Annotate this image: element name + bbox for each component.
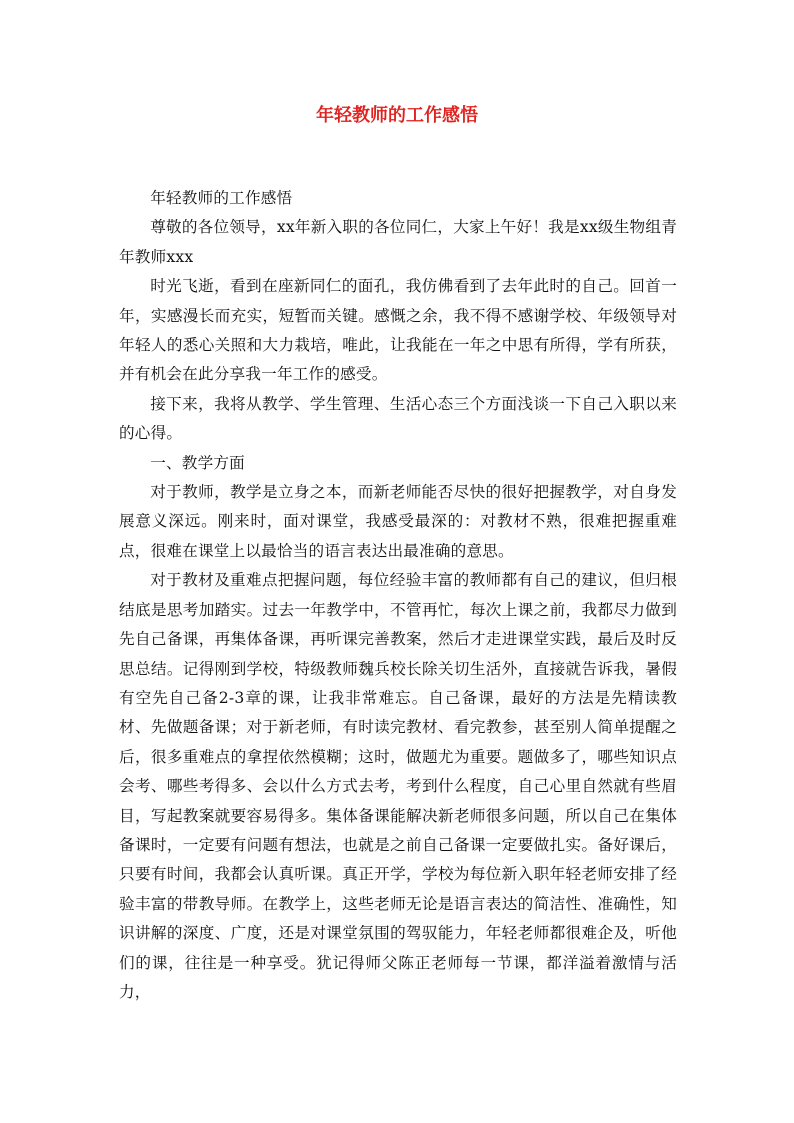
paragraph-teaching-intro: 对于教师，教学是立身之本，而新老师能否尽快的很好把握教学，对自身发展意义深远。刚来时，面对课堂，我感受最深的：对教材不熟，很难把握重难点，很难在课堂上以最恰当的语言表达出最准确的意思。 (119, 483, 677, 560)
document-body (119, 184, 677, 1007)
paragraph-reflection: 时光飞逝，看到在座新同仁的面孔，我仿佛看到了去年此时的自己。回首一年，实感漫长而充实，短暂而关键。感慨之余，我不得不感谢学校、年级领导对年轻人的悉心关照和大力栽培，唯此，让我能在一年之中思有所得，学有所获，并有机会在此分享我一年工作的感受。 (119, 277, 677, 384)
paragraph-subtitle: 年轻教师的工作感悟 (150, 189, 293, 207)
paragraph-greeting: 尊敬的各位领导，xx年新入职的各位同仁，大家上午好！我是xx级生物组青年教师xxx (119, 218, 677, 266)
paragraph-outline: 接下来，我将从教学、学生管理、生活心态三个方面浅谈一下自己入职以来的心得。 (119, 394, 677, 443)
paragraph-teaching-detail: 对于教材及重难点把握问题，每位经验丰富的教师都有自己的建议，但归根结底是思考加踏实。过去一年教学中，不管再忙，每次上课之前，我都尽力做到先自己备课，再集体备课，再听课完善教案，然后才走进课堂实践，最后及时反思总结。记得刚到学校，特级教师魏兵校长除关切生活外，直接就告诉我，暑假有空先自己备2-3章的课，让我非常难忘。自己备课，最好的方法是先精读教材、先做题备课；对于新老师，有时读完教材、看完教参，甚至别人简单提醒之后，很多重难点的拿捏依然模糊；这时，做题尤为重要。题做多了，哪些知识点会考、哪些考得多、会以什么方式去考，考到什么程度，自己心里自然就有些眉目，写起教案就要容易得多。集体备课能解决新老师很多问题，所以自己在集体备课时，一定要有问题有想法，也就是之前自己备课一定要做扎实。备好课后，只要有时间，我都会认真听课。真正开学，学校为每位新入职年轻老师安排了经验丰富的带教导师。在教学上，这些老师无论是语言表达的简洁性、准确性，知识讲解的深度、广度，还是对课堂氛围的驾驭能力，年轻老师都很难企及，听他们的课，往往是一种享受。犹记得师父陈正老师每一节课，都洋溢着激情与活力， (119, 571, 677, 1001)
document-title: 年轻教师的工作感悟 (316, 105, 478, 126)
section-heading-teaching: 一、教学方面 (150, 453, 245, 472)
